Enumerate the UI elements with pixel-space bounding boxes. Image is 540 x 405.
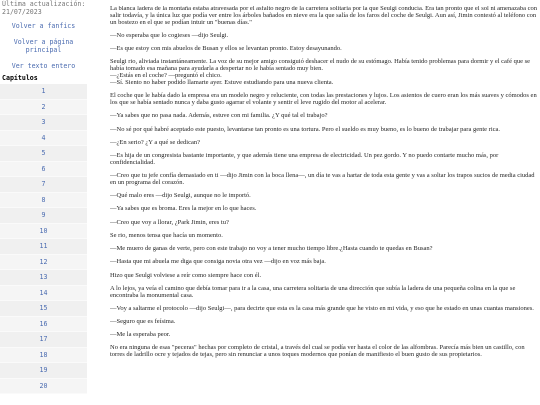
- story-paragraph: —Ya sabes que es broma. Eres la mejor en lo que haces.: [110, 205, 257, 213]
- story-paragraph: Seulgi rio, aliviada instantáneamente. La voz de su mejor amigo consiguió deshacer el nudo de su estómago. Había tenido problemas para dormir y el café que se había tomado esa mañana para ayudarla a despertar no le había sentado muy bien. —¿Estás en el coche? —preguntó el chico. —Sí. Siento no haber podido llamarte ayer. Estuve estudiando para una nueva clienta.: [110, 58, 531, 87]
- chapter-link[interactable]: 12: [0, 255, 87, 271]
- story-paragraph: —Me la esperaba peor.: [110, 331, 171, 339]
- last-update-label: Última actualización:: [2, 0, 86, 8]
- story-paragraph: —Voy a saltarme el protocolo —dijo Seulgi—, para decirte que esta es la casa más grande que he visto en mi vida, y eso que he estado en unas cuantas mansiones.: [110, 304, 534, 312]
- story-paragraph: —Qué malo eres —dijo Seulgi, aunque no le importó.: [110, 192, 251, 200]
- story-paragraph: —Creo que tu jefe confía demasiado en ti —dijo Jimin con la boca llena—, un día te vas a hartar de toda esta gente y vas a soltar los trapos sucios de media ciudad en un programa del corazón.: [110, 172, 535, 187]
- chapter-link[interactable]: 17: [0, 332, 87, 348]
- story-text: [110, 6, 540, 405]
- back-to-main-page-link[interactable]: Volver a página principal: [13, 38, 74, 54]
- story-paragraph: —Es hija de un congresista bastante importante, y que además tiene una empresa de electricidad. Un pez gordo. Y no puedo contarte mucho más, por confidencialidad.: [110, 152, 499, 166]
- chapter-link[interactable]: 19: [0, 363, 87, 379]
- chapter-link[interactable]: 7: [0, 177, 87, 193]
- chapter-link[interactable]: 16: [0, 317, 87, 333]
- story-paragraph: A lo lejos, ya veía el camino que debía tomar para ir a la casa, una carretera solitaria de una dirección que subía la ladera de una pequeña colina en la que se encontraba la monumental casa.: [110, 284, 516, 299]
- chapter-link[interactable]: 1: [0, 84, 87, 100]
- story-paragraph: La blanca ladera de la montaña estaba atravesada por el asfalto negro de la carretera solitaria por la que Seulgi conducía. Era tan pronto que el sol ni amenazaba con salir todavía, y la única luz que podía ver entre los árboles bañados en nieve era la que salía de los faros del coche de Seulgi. Aun así, Jimin contestó al teléfono con un bostezo en el que se podían intuir un "buenas días.": [110, 6, 537, 26]
- chapter-link[interactable]: 6: [0, 162, 87, 178]
- story-paragraph: —Ya sabes que no pasa nada. Además, estuve con mi familia. ¿Y qué tal el trabajo?: [110, 112, 328, 120]
- chapter-link[interactable]: 14: [0, 286, 87, 302]
- story-paragraph: —¿En serio? ¿Y a qué se dedican?: [110, 138, 200, 146]
- chapter-link[interactable]: 8: [0, 193, 87, 209]
- story-paragraph: Se rio, menos tensa que hacía un momento.: [110, 231, 223, 239]
- chapter-link[interactable]: 15: [0, 301, 87, 317]
- chapter-link[interactable]: 20: [0, 379, 87, 395]
- story-paragraph: —Creo que voy a llorar, ¿Park Jimin, eres tu?: [110, 218, 229, 226]
- chapter-link[interactable]: 18: [0, 348, 87, 364]
- story-paragraph: —Hasta que mi abuela me diga que consiga novia otra vez —dijo en voz más baja.: [110, 258, 326, 266]
- last-update-date: 21/07/2023: [2, 8, 42, 16]
- sidebar: [0, 0, 87, 405]
- chapter-link[interactable]: 10: [0, 224, 87, 240]
- chapter-list: [0, 84, 87, 394]
- chapters-heading: Capítulos: [2, 74, 38, 82]
- chapter-link[interactable]: 9: [0, 208, 87, 224]
- chapter-link[interactable]: 3: [0, 115, 87, 131]
- story-paragraph: —No esperaba que lo cogieses —dijo Seulgi.: [110, 32, 229, 40]
- chapter-link[interactable]: 5: [0, 146, 87, 162]
- chapter-link[interactable]: 2: [0, 100, 87, 116]
- story-paragraph: No era ninguna de esas "peceras" hechas por completo de cristal, a través del cual se podía ver hasta el color de las alfombras. Parecía más bien un castillo, con torres de ladrillo ocre y tejados de tejas, pero sin renunciar a unos toques modernos que ponían de manifiesto el buen gusto de sus propietarios.: [110, 344, 525, 359]
- story-paragraph: —Me muero de ganas de verte, pero con este trabajo no voy a tener mucho tiempo libre.¿Hasta cuando te quedas en Busan?: [110, 245, 433, 253]
- chapter-link[interactable]: 11: [0, 239, 87, 255]
- view-full-text-link[interactable]: Ver texto entero: [11, 62, 76, 70]
- story-paragraph: El coche que le había dado la empresa era un modelo negro y reluciente, con todas las prestaciones y lujos. Los asientos de cuero eran los más suaves y cómodos en los que se había sentado nunca y daba gusto agarrar el volante y sentir el leve rugido del motor al acelerar.: [110, 92, 537, 107]
- story-paragraph: —Es que estoy con mis abuelos de Busan y ellos se levantan pronto. Estoy desayunando.: [110, 45, 342, 53]
- chapter-link[interactable]: 4: [0, 131, 87, 147]
- story-paragraph: Hizo que Seulgi volviese a reír como siempre hace con él.: [110, 271, 262, 279]
- back-to-fanfics-link[interactable]: Volver a fanfics: [11, 22, 76, 30]
- chapter-link[interactable]: 13: [0, 270, 87, 286]
- story-paragraph: —Seguro que es feísima.: [110, 318, 176, 326]
- story-paragraph: —No sé por qué habré aceptado este puesto, levantarse tan pronto es una tortura. Pero el sueldo es muy bueno, es lo bueno de trabajar para gente rica.: [110, 125, 501, 133]
